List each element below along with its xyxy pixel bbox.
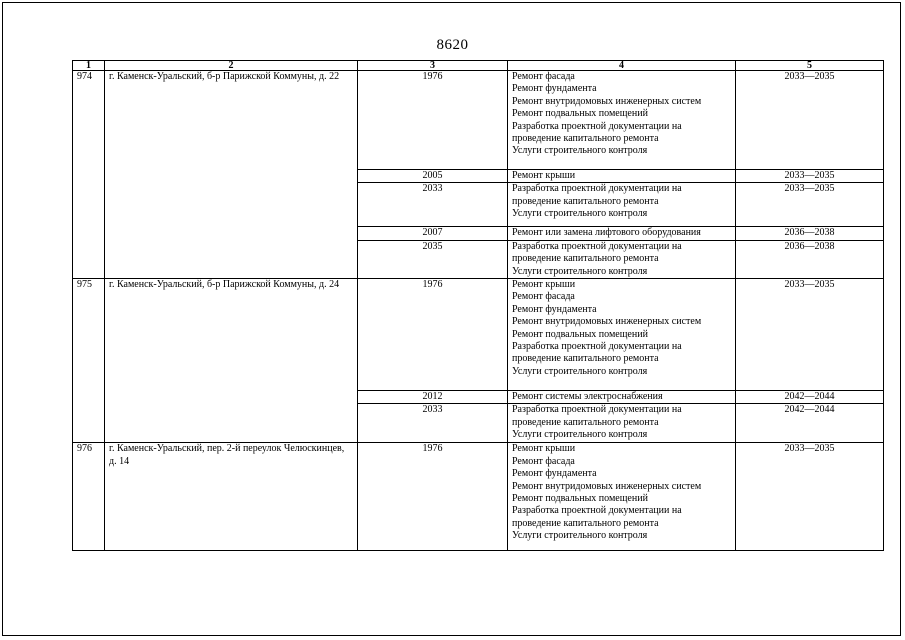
work-item: Ремонт фундамента	[512, 303, 597, 315]
header-row	[73, 61, 884, 71]
work-item: Разработка проектной документации на	[512, 505, 682, 517]
works-cell	[508, 443, 736, 551]
work-item: Ремонт фундамента	[512, 83, 597, 95]
work-item: Ремонт внутридомовых инженерных систем	[512, 316, 702, 328]
column-header: 3	[358, 61, 508, 71]
work-item: Ремонт фасада	[512, 71, 575, 82]
column-header: 4	[508, 61, 736, 71]
work-item: проведение капитального ремонта	[512, 195, 659, 207]
period-cell: 2033—2035	[736, 443, 884, 551]
year-cell: 2033	[358, 183, 508, 227]
work-item: Разработка проектной документации на	[512, 341, 682, 353]
page-number: 8620	[436, 37, 469, 53]
work-item: проведение капитального ремонта	[512, 353, 659, 365]
entry-number: 974	[73, 71, 105, 279]
period-cell: 2033—2035	[736, 279, 884, 391]
period-cell: 2033—2035	[736, 71, 884, 170]
work-item: Ремонт фасада	[512, 455, 575, 467]
work-item: Услуги строительного контроля	[512, 530, 648, 542]
works-cell	[508, 71, 736, 170]
works-cell	[508, 279, 736, 391]
work-item: Ремонт крыши	[512, 170, 576, 181]
table-row	[73, 279, 884, 391]
work-item: Ремонт системы электроснабжения	[512, 391, 663, 403]
work-item: Услуги строительного контроля	[512, 208, 648, 220]
work-item: Ремонт подвальных помещений	[512, 108, 648, 120]
table-row	[73, 443, 884, 551]
works-cell	[508, 240, 736, 278]
year-cell: 1976	[358, 279, 508, 391]
entry-number: 975	[73, 279, 105, 443]
work-item: Ремонт крыши	[512, 443, 576, 455]
period-cell: 2033—2035	[736, 183, 884, 227]
work-item: Услуги строительного контроля	[512, 265, 648, 277]
work-item: Разработка проектной документации на	[512, 404, 682, 416]
work-item: Услуги строительного контроля	[512, 429, 648, 441]
year-cell: 2012	[358, 391, 508, 404]
building-address: г. Каменск-Уральский, пер. 2-й переулок Челюскинцев, д. 14	[105, 443, 358, 551]
year-cell: 2005	[358, 170, 508, 183]
work-item: проведение капитального ремонта	[512, 517, 659, 529]
works-cell	[508, 227, 736, 240]
work-item: Ремонт внутридомовых инженерных систем	[512, 95, 702, 107]
building-address: г. Каменск-Уральский, б-р Парижской Коммуны, д. 24	[105, 279, 358, 443]
year-cell: 2033	[358, 404, 508, 443]
repair-register-table	[72, 60, 884, 551]
table-row	[73, 71, 884, 170]
year-cell: 1976	[358, 443, 508, 551]
works-cell	[508, 170, 736, 183]
building-address: г. Каменск-Уральский, б-р Парижской Коммуны, д. 22	[105, 71, 358, 279]
work-item: Ремонт фасада	[512, 291, 575, 303]
work-item: Услуги строительного контроля	[512, 365, 648, 377]
work-item: проведение капитального ремонта	[512, 253, 659, 265]
works-cell	[508, 404, 736, 443]
work-item: Ремонт крыши	[512, 279, 576, 291]
year-cell: 1976	[358, 71, 508, 170]
column-header: 2	[105, 61, 358, 71]
period-cell: 2042—2044	[736, 391, 884, 404]
column-header: 1	[73, 61, 105, 71]
work-item: Ремонт внутридомовых инженерных систем	[512, 480, 702, 492]
work-item: проведение капитального ремонта	[512, 133, 659, 145]
work-item: Услуги строительного контроля	[512, 145, 648, 157]
work-item: Ремонт фундамента	[512, 468, 597, 480]
work-item: Ремонт или замена лифтового оборудования	[512, 227, 701, 239]
work-item: Ремонт подвальных помещений	[512, 328, 648, 340]
period-cell: 2042—2044	[736, 404, 884, 443]
work-item: проведение капитального ремонта	[512, 416, 659, 428]
period-cell: 2033—2035	[736, 170, 884, 183]
period-cell: 2036—2038	[736, 227, 884, 240]
year-cell: 2007	[358, 227, 508, 240]
year-cell: 2035	[358, 240, 508, 278]
works-cell	[508, 391, 736, 404]
entry-number: 976	[73, 443, 105, 551]
period-cell: 2036—2038	[736, 240, 884, 278]
works-cell	[508, 183, 736, 227]
work-item: Разработка проектной документации на	[512, 240, 682, 252]
column-header: 5	[736, 61, 884, 71]
work-item: Разработка проектной документации на	[512, 183, 682, 195]
work-item: Разработка проектной документации на	[512, 120, 682, 132]
work-item: Ремонт подвальных помещений	[512, 493, 648, 505]
